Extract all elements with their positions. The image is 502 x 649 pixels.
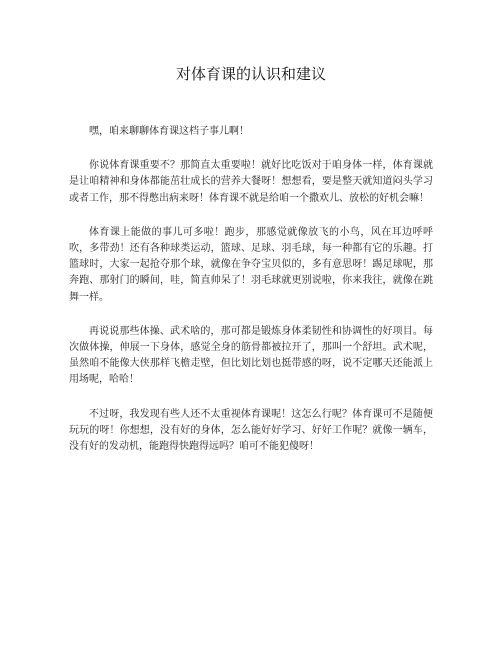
paragraph-suggestion: 不过呀，我发现有些人还不太重视体育课呢！这怎么行呢？体育课可不是随便玩玩的呀！你想想，没有好的身体，怎么能好好学习、好好工作呢？就像一辆车，没有好的发动机，能跑得快跑得远吗？咱可不能犯傻呀！	[69, 408, 433, 453]
paragraph-activities: 体育课上能做的事儿可多啦！跑步，那感觉就像放飞的小鸟，风在耳边呼呼吹，多带劲！还有各种球类运动，篮球、足球、羽毛球，每一种都有它的乐趣。打篮球时，大家一起抢夺那个球，就像在争夺宝贝似的，多有意思呀！踢足球呢，那奔跑、那射门的瞬间，哇，简直帅呆了！羽毛球就更别说啦，你来我往，就像在跳舞一样。	[69, 226, 433, 303]
document-title: 对体育课的认识和建议	[175, 65, 326, 83]
document-body	[69, 124, 433, 473]
paragraph-gymnastics: 再说说那些体操、武术啥的，那可都是锻炼身体柔韧性和协调性的好项目。每次做体操，伸展一下身体，感觉全身的筋骨都被拉开了，那叫一个舒坦。武术呢，虽然咱不能像大侠那样飞檐走壁，但比划比划也挺带感的呀，说不定哪天还能派上用场呢，哈哈！	[69, 325, 433, 386]
paragraph-greeting: 嘿，咱来聊聊体育课这档子事儿啊！	[89, 126, 249, 137]
paragraph-importance: 你说体育课重要不？那简直太重要啦！就好比吃饭对于咱身体一样，体育课就是让咱精神和身体都能茁壮成长的营养大餐呀！想想看，要是整天就知道闷头学习或者工作，那不得憋出病来呀！体育课不就是给咱一个撒欢儿、放松的好机会嘛！	[69, 160, 433, 204]
